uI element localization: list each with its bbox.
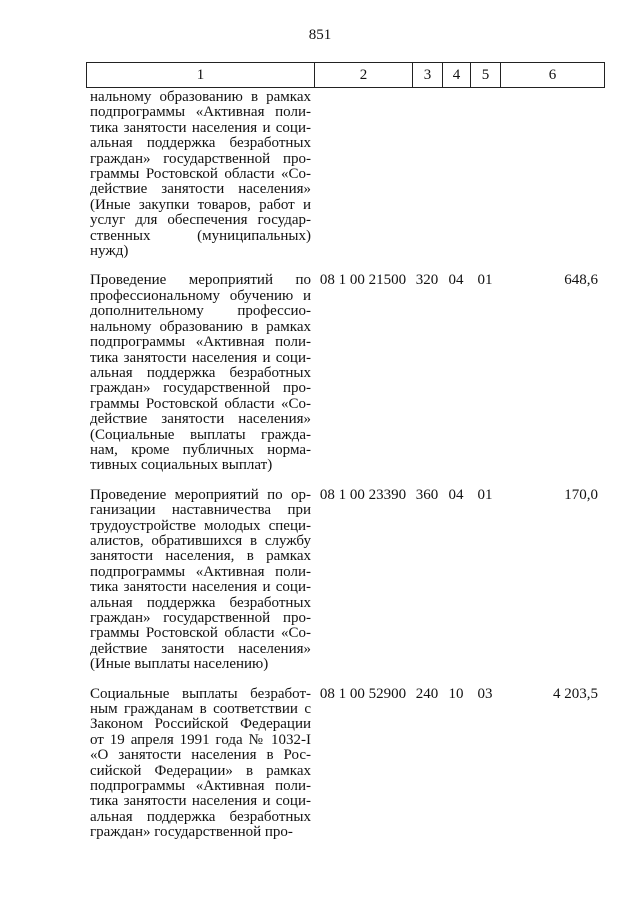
description-line: алистов, обратившихся в службу	[90, 532, 311, 549]
row-amount: 648,6	[564, 272, 598, 289]
description-line: подпрограммы «Активная поли-	[90, 563, 311, 580]
description-line: (Иные выплаты населению)	[90, 656, 269, 673]
row-col-4	[442, 90, 470, 259]
description-line: граммы Ростовской области «Со-	[90, 395, 311, 412]
description-line: действие занятости населения»	[90, 640, 311, 657]
description-line: подпрограммы «Активная поли-	[90, 778, 311, 795]
row-col-3: 240	[415, 685, 439, 702]
budget-table	[86, 90, 604, 841]
header-row	[87, 63, 605, 88]
description-line: Проведение мероприятий по	[90, 272, 311, 289]
description-line: тика занятости населения и соци-	[90, 119, 311, 136]
table-row	[86, 273, 604, 473]
description-line: граждан» государственной про-	[90, 824, 293, 841]
row-code: 08 1 00 52900	[319, 685, 407, 702]
row-amount: 170,0	[564, 486, 598, 503]
description-line: альная поддержка безработных	[90, 364, 311, 381]
description-line: действие занятости населения»	[90, 181, 311, 198]
column-header-3: 3	[413, 63, 443, 88]
description-line: Проведение мероприятий по ор-	[90, 486, 311, 503]
description-line: ственных (муниципальных)	[90, 227, 311, 244]
row-description	[86, 488, 314, 673]
description-line: Социальные выплаты безработ-	[90, 685, 311, 702]
description-line: подпрограммы «Активная поли-	[90, 104, 311, 121]
description-line: подпрограммы «Активная поли-	[90, 334, 311, 351]
description-line: граждан» государственной про-	[90, 150, 311, 167]
row-spacer-cell	[86, 259, 604, 273]
description-line: профессиональному обучению и	[90, 287, 311, 304]
table-row	[86, 488, 604, 673]
row-code: 08 1 00 21500	[319, 272, 407, 289]
row-col-5	[470, 90, 500, 259]
row-code: 08 1 00 23390	[319, 486, 407, 503]
description-line: граммы Ростовской области «Со-	[90, 166, 311, 183]
table-row	[86, 90, 604, 259]
table-row	[86, 687, 604, 841]
description-line: «О занятости населения в Рос-	[90, 747, 311, 764]
description-line: занятости населения, в рамках	[90, 548, 311, 565]
description-line: альная поддержка безработных	[90, 808, 311, 825]
description-line: тика занятости населения и соци-	[90, 349, 311, 366]
description-line: нам, кроме публичных норма-	[90, 441, 311, 458]
column-header-1: 1	[87, 63, 315, 88]
row-spacer	[86, 474, 604, 488]
description-line: альная поддержка безработных	[90, 135, 311, 152]
description-line: тивных социальных выплат)	[90, 457, 273, 474]
description-line: дополнительному профессио-	[90, 303, 311, 320]
description-line: действие занятости населения»	[90, 411, 311, 428]
description-line: сийской Федерации» в рамках	[90, 762, 311, 779]
description-line: от 19 апреля 1991 года № 1032-I	[90, 731, 311, 748]
row-description	[86, 90, 314, 259]
description-line: тика занятости населения и соци-	[90, 793, 311, 810]
description-line: нальному образованию в рамках	[90, 318, 311, 335]
row-description	[86, 273, 314, 473]
description-line: Законом Российской Федерации	[90, 716, 311, 733]
column-header-6: 6	[501, 63, 605, 88]
description-line: (Иные закупки товаров, работ и	[90, 196, 311, 213]
column-header-4: 4	[443, 63, 471, 88]
column-header-2: 2	[315, 63, 413, 88]
row-amount: 4 203,5	[553, 685, 598, 702]
description-line: граждан» государственной про-	[90, 610, 311, 626]
description-line: ганизации наставничества при	[90, 502, 311, 519]
description-line: (Социальные выплаты гражда-	[90, 426, 311, 443]
row-col-4: 04	[448, 486, 464, 503]
row-spacer	[86, 259, 604, 273]
row-code	[314, 90, 412, 259]
column-header-5: 5	[471, 63, 501, 88]
description-line: трудоустройстве молодых специ-	[90, 517, 311, 534]
description-line: нальному образованию в рамках	[90, 89, 311, 105]
row-spacer	[86, 673, 604, 687]
description-line: граммы Ростовской области «Со-	[90, 625, 311, 642]
description-line: ным гражданам в соответствии с	[90, 701, 311, 718]
row-col-3: 320	[415, 272, 439, 289]
description-line: граждан» государственной про-	[90, 380, 311, 397]
row-col-3: 360	[415, 486, 439, 503]
row-amount	[500, 90, 604, 259]
description-line: услуг для обеспечения государ-	[90, 212, 311, 229]
row-col-4: 10	[448, 685, 464, 702]
description-line: альная поддержка безработных	[90, 594, 311, 611]
row-col-5: 01	[477, 272, 493, 289]
row-spacer-cell	[86, 474, 604, 488]
row-col-5: 03	[477, 685, 493, 702]
row-spacer-cell	[86, 673, 604, 687]
page-number: 851	[308, 27, 332, 43]
description-line: тика занятости населения и соци-	[90, 579, 311, 596]
row-description	[86, 687, 314, 841]
row-col-5: 01	[477, 486, 493, 503]
table-header	[86, 62, 605, 88]
description-line: нужд)	[90, 243, 129, 260]
row-col-3	[412, 90, 442, 259]
row-col-4: 04	[448, 272, 464, 289]
